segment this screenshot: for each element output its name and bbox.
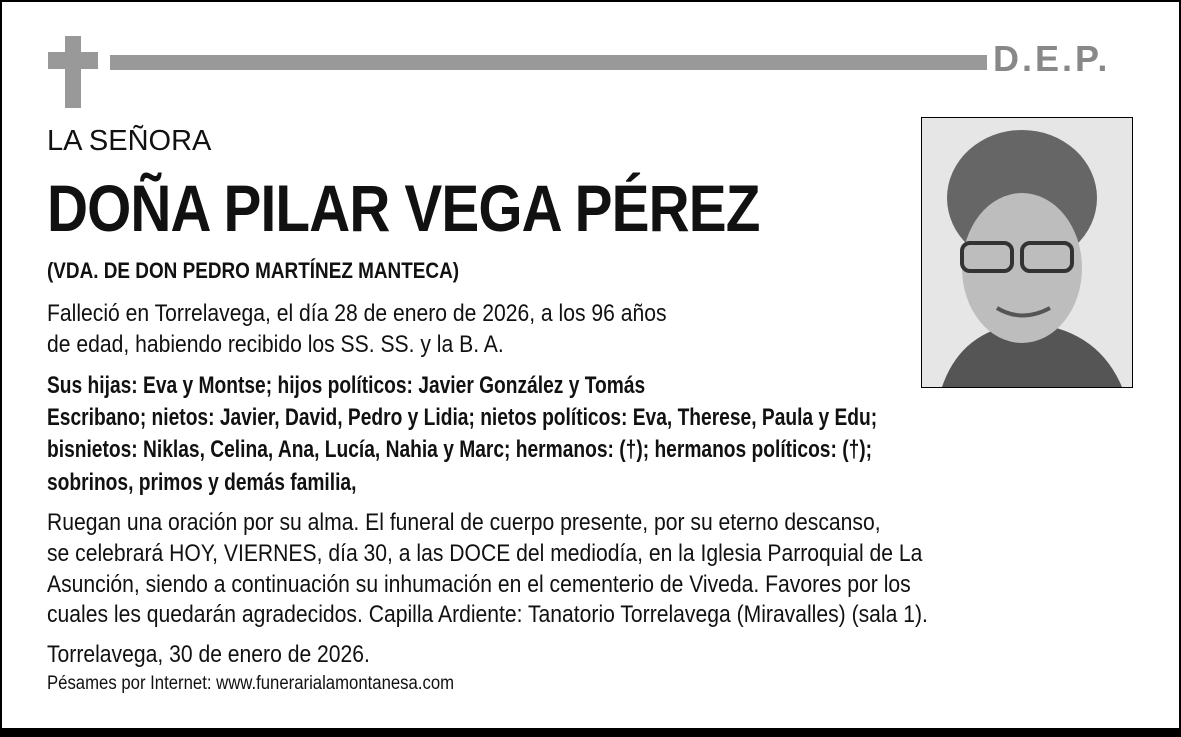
intro: LA SEÑORA xyxy=(47,125,212,157)
funeral-line: cuales les quedarán agradecidos. Capilla Ardiente: Tanatorio Torrelavega (Miravalles) (sala 1). xyxy=(47,601,928,628)
death-line: Falleció en Torrelavega, el día 28 de enero de 2026, a los 96 años xyxy=(47,300,667,327)
place-date: Torrelavega, 30 de enero de 2026. xyxy=(47,641,370,668)
cross-icon xyxy=(65,36,81,108)
header-rule xyxy=(110,55,987,70)
family-line: sobrinos, primos y demás familia, xyxy=(47,469,357,496)
funeral-line: Ruegan una oración por su alma. El funeral de cuerpo presente, por su eterno descanso, xyxy=(47,509,881,536)
portrait-photo xyxy=(921,117,1133,388)
cross-icon-bar xyxy=(48,52,98,69)
funeral-line: Asunción, siendo a continuación su inhumación en el cementerio de Viveda. Favores por los xyxy=(47,571,911,598)
family-line: Escribano; nietos: Javier, David, Pedro y Lidia; nietos políticos: Eva, Therese, Paula y Edu; xyxy=(47,404,878,431)
deceased-name: DOÑA PILAR VEGA PÉREZ xyxy=(47,171,760,245)
widow-of: (VDA. DE DON PEDRO MARTÍNEZ MANTECA) xyxy=(47,258,460,283)
family-line: Sus hijas: Eva y Montse; hijos políticos: Javier González y Tomás xyxy=(47,372,646,399)
dep-label: D.E.P. xyxy=(993,38,1111,79)
funeral-line: se celebrará HOY, VIERNES, día 30, a las DOCE del mediodía, en la Iglesia Parroquial de La xyxy=(47,540,923,567)
family-line: bisnietos: Niklas, Celina, Ana, Lucía, Nahia y Marc; hermanos: (†); hermanos políticos: (†); xyxy=(47,436,873,463)
condolences-link[interactable]: Pésames por Internet: www.funerarialamontanesa.com xyxy=(47,673,455,694)
death-line: de edad, habiendo recibido los SS. SS. y la B. A. xyxy=(47,331,504,358)
